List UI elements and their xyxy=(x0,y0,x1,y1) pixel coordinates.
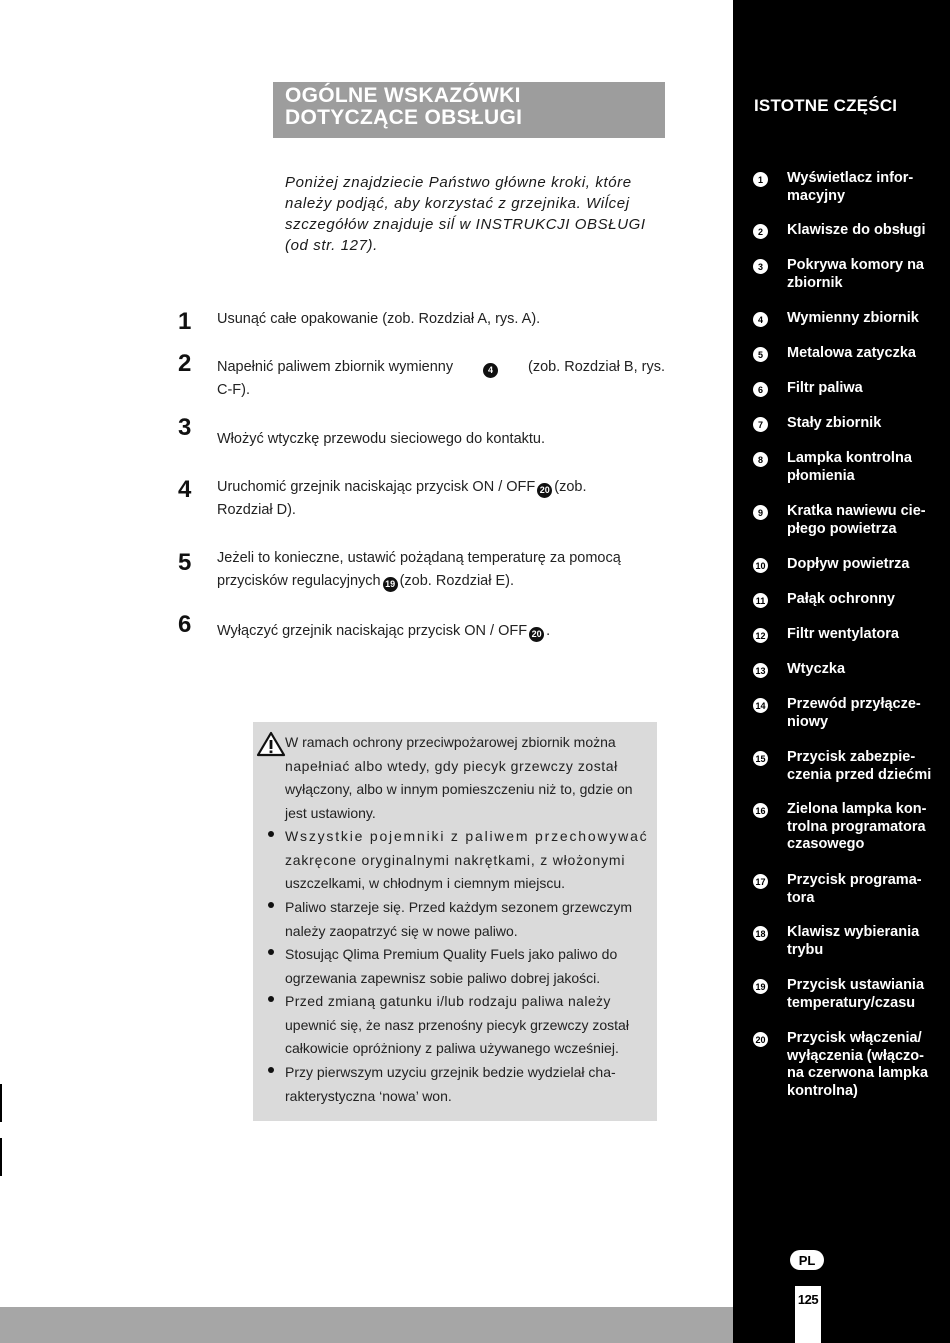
intro-line: szczegółów znajduje siĺ w INSTRUKCJI OBSŁUGI xyxy=(285,216,646,233)
parts-sidebar xyxy=(733,0,950,1343)
part-label: Dopływ powietrza xyxy=(787,556,910,572)
step-text-part: przycisków regulacyjnych xyxy=(217,573,381,589)
ref-number-4: 4 xyxy=(483,363,498,378)
warning-line: wyłączony, albo w innym pomieszczeniu niż to, gdzie on xyxy=(285,781,633,797)
part-label: Wyświetlacz infor- macyjny xyxy=(787,170,914,204)
part-label: Przewód przyłącze- niowy xyxy=(787,696,921,730)
page-number-box xyxy=(795,1286,821,1343)
part-label: Przycisk programa- tora xyxy=(787,872,922,906)
warning-line: ogrzewania zapewnisz sobie paliwo dobrej jakości. xyxy=(285,969,601,986)
part-label: Przycisk włączenia/ wyłączenia (włączo- na czerwona lampka kontrolna) xyxy=(787,1030,929,1099)
warning-item xyxy=(285,825,647,896)
warning-line: zakręcone oryginalnymi nakrętkami, z włożonymi xyxy=(285,851,626,868)
warning-line: całkowicie opróżniony z paliwa używanego wcześniej. xyxy=(285,1040,619,1056)
warning-line: jest ustawiony. xyxy=(285,804,376,821)
warning-line: Paliwo starzeje się. Przed każdym sezonem grzewczym xyxy=(285,899,633,915)
bullet xyxy=(268,949,274,955)
edge-mark xyxy=(0,1084,2,1122)
warning-line: upewnić się, że nasz przenośny piecyk grzewczy został xyxy=(285,1016,629,1033)
warning-line: W ramach ochrony przeciwpożarowej zbiornik można xyxy=(285,734,616,750)
part-item xyxy=(753,222,943,240)
part-number-badge: 1 xyxy=(753,172,768,187)
part-number-badge: 17 xyxy=(753,874,768,889)
part-number-badge: 8 xyxy=(753,452,768,467)
step-text xyxy=(217,308,667,331)
part-number-badge: 10 xyxy=(753,558,768,573)
step-number: 3 xyxy=(178,414,192,441)
intro-line: należy podjąć, aby korzystać z grzejnika. Wiĺcej xyxy=(285,195,630,212)
bullet xyxy=(268,831,274,837)
warning-item xyxy=(285,896,647,943)
part-item xyxy=(753,591,943,609)
part-label: Klawisz wybierania trybu xyxy=(787,924,920,958)
step-text xyxy=(217,356,665,402)
edge-mark xyxy=(0,1138,2,1176)
part-item xyxy=(753,626,943,644)
part-label: Stały zbiornik xyxy=(787,415,882,431)
step-text xyxy=(217,620,667,643)
warning-line: Stosując Qlima Premium Quality Fuels jako paliwo do xyxy=(285,946,618,962)
intro-line: (od str. 127). xyxy=(285,237,378,254)
part-label: Metalowa zatyczka xyxy=(787,345,916,361)
part-number-badge: 3 xyxy=(753,259,768,274)
intro-text xyxy=(285,172,665,256)
part-item xyxy=(753,801,943,854)
sidebar-title: ISTOTNE CZĘŚCI xyxy=(754,96,898,115)
step-line: C-F). xyxy=(217,382,251,398)
step-text-part: Uruchomić grzejnik naciskając przycisk ON / OFF xyxy=(217,479,536,495)
part-item xyxy=(753,556,943,574)
part-number-badge: 12 xyxy=(753,628,768,643)
part-number-badge: 13 xyxy=(753,663,768,678)
step-text-part: . xyxy=(546,623,551,639)
part-label: Filtr wentylatora xyxy=(787,626,899,642)
part-label: Klawisze do obsługi xyxy=(787,222,926,238)
part-item xyxy=(753,380,943,398)
part-item xyxy=(753,415,943,433)
part-item xyxy=(753,977,943,1012)
warning-line: Przed zmianą gatunku i/lub rodzaju paliwa należy xyxy=(285,993,611,1009)
step-number: 2 xyxy=(178,350,192,377)
part-item xyxy=(753,310,943,328)
part-item xyxy=(753,661,943,679)
bullet xyxy=(268,996,274,1002)
step-text xyxy=(217,547,667,593)
step-text-part: (zob. Rozdział E). xyxy=(399,573,515,589)
title-line-2: DOTYCZĄCE OBSŁUGI xyxy=(285,106,523,129)
warning-line: rakterystyczna ‘nowa’ won. xyxy=(285,1087,452,1104)
step-text-part: (zob. xyxy=(554,479,587,495)
page-number: 125 xyxy=(797,1292,819,1307)
ref-number-20: 20 xyxy=(537,483,552,498)
part-item xyxy=(753,503,943,538)
intro-line: Poniżej znajdziecie Państwo główne kroki, które xyxy=(285,174,632,191)
bottom-bar xyxy=(0,1307,733,1343)
part-item xyxy=(753,872,943,907)
part-item xyxy=(753,170,943,205)
bullet xyxy=(268,902,274,908)
part-item xyxy=(753,345,943,363)
part-item xyxy=(753,257,943,292)
warning-triangle-icon xyxy=(256,731,286,757)
part-number-badge: 4 xyxy=(753,312,768,327)
step-number: 6 xyxy=(178,611,192,638)
warning-line: uszczelkami, w chłodnym i ciemnym miejscu. xyxy=(285,875,566,891)
part-item xyxy=(753,749,943,784)
step-line: Rozdział D). xyxy=(217,502,296,518)
step-text-part: Napełnić paliwem zbiornik wymienny xyxy=(217,359,454,375)
part-number-badge: 20 xyxy=(753,1032,768,1047)
part-number-badge: 16 xyxy=(753,803,768,818)
step-text-part: Wyłączyć grzejnik naciskając przycisk ON / OFF xyxy=(217,623,528,639)
part-label: Filtr paliwa xyxy=(787,380,863,396)
part-label: Zielona lampka kon- trolna programatora czasowego xyxy=(787,801,927,852)
part-item xyxy=(753,450,943,485)
part-number-badge: 11 xyxy=(753,593,768,608)
part-number-badge: 9 xyxy=(753,505,768,520)
step-number: 5 xyxy=(178,549,192,576)
ref-number-19: 19 xyxy=(383,577,398,592)
warning-item xyxy=(285,990,647,1061)
part-label: Pokrywa komory na zbiornik xyxy=(787,257,924,291)
part-item xyxy=(753,1030,943,1100)
warning-item xyxy=(285,731,647,825)
part-number-badge: 7 xyxy=(753,417,768,432)
step-line: Włożyć wtyczkę przewodu sieciowego do kontaktu. xyxy=(217,431,546,447)
step-number: 1 xyxy=(178,308,192,335)
part-number-badge: 18 xyxy=(753,926,768,941)
step-line: Usunąć całe opakowanie (zob. Rozdział A, rys. A). xyxy=(217,311,541,327)
part-label: Lampka kontrolna płomienia xyxy=(787,450,912,484)
title-line-1: OGÓLNE WSKAZÓWKI xyxy=(285,84,521,107)
part-number-badge: 5 xyxy=(753,347,768,362)
step-line: Jeżeli to konieczne, ustawić pożądaną temperaturę za pomocą xyxy=(217,550,621,566)
part-number-badge: 2 xyxy=(753,224,768,239)
step-text-part: (zob. Rozdział B, rys. xyxy=(528,359,665,375)
ref-number-20: 20 xyxy=(529,627,544,642)
part-item xyxy=(753,924,943,959)
warning-item xyxy=(285,1061,647,1108)
step-number: 4 xyxy=(178,476,192,503)
part-number-badge: 19 xyxy=(753,979,768,994)
part-number-badge: 15 xyxy=(753,751,768,766)
part-number-badge: 6 xyxy=(753,382,768,397)
part-label: Pałąk ochronny xyxy=(787,591,895,607)
warning-line: napełniać albo wtedy, gdy piecyk grzewczy został xyxy=(285,757,618,774)
warning-line: Przy pierwszym uzyciu grzejnik bedzie wydzielał cha- xyxy=(285,1064,616,1080)
language-badge: PL xyxy=(790,1250,824,1270)
part-label: Przycisk zabezpie- czenia przed dziećmi xyxy=(787,749,932,783)
warning-line: należy zaopatrzyć się w nowe paliwo. xyxy=(285,922,518,939)
part-label: Przycisk ustawiania temperatury/czasu xyxy=(787,977,925,1011)
warning-line: Wszystkie pojemniki z paliwem przechowywać xyxy=(285,828,649,844)
warning-box xyxy=(253,722,657,1121)
section-title xyxy=(273,82,665,138)
part-number-badge: 14 xyxy=(753,698,768,713)
step-text xyxy=(217,428,667,451)
step-text xyxy=(217,476,667,522)
part-label: Wtyczka xyxy=(787,661,846,677)
part-label: Kratka nawiewu cie- płego powietrza xyxy=(787,503,926,537)
bullet xyxy=(268,1067,274,1073)
warning-item xyxy=(285,943,647,990)
part-label: Wymienny zbiornik xyxy=(787,310,919,326)
part-item xyxy=(753,696,943,731)
